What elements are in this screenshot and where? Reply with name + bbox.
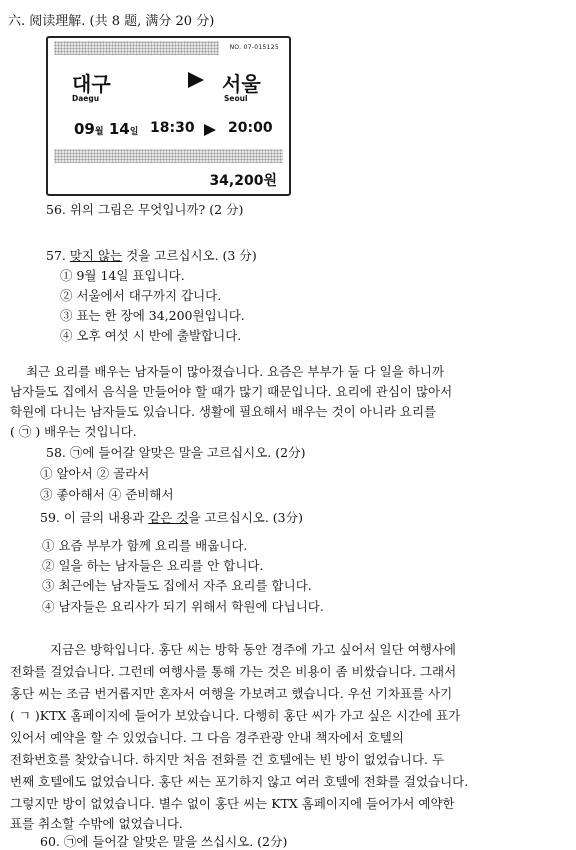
passage-1-line-3: 학원에 다니는 남자들도 있습니다. 생활에 필요해서 배우는 것이 아니라 요리를 xyxy=(10,404,437,419)
passage-2-line-5: 있어서 예약을 할 수 있었습니다. 그 다음 경주관광 안내 책자에서 호텔의 xyxy=(10,730,404,745)
to-city: 서울 xyxy=(222,72,261,96)
passage-2-line-2: 전화를 걸었습니다. 그런데 여행사를 통해 가는 것은 비용이 좀 비쌌습니다. 그래서 xyxy=(10,664,457,679)
ticket-dot-bar-top xyxy=(54,41,219,55)
question-57: 57. 맞지 않는 것을 고르십시오. (3 分) xyxy=(46,248,257,263)
passage-2-line-8: 그렇지만 방이 없었습니다. 별수 없이 홍단 씨는 KTX 홈페이지에 들어가서 예약한 xyxy=(10,796,455,811)
q59-option-1: ① 요즘 부부가 함께 요리를 배웁니다. xyxy=(42,538,248,553)
passage-2-line-4: ( ㄱ )KTX 홈페이지에 들어가 보았습니다. 다행히 홍단 씨가 가고 싶은 시간에 표가 xyxy=(10,708,461,723)
from-city: 대구 xyxy=(72,72,111,96)
passage-2-line-1: 지금은 방학입니다. 홍단 씨는 방학 동안 경주에 가고 싶어서 일단 여행사에 xyxy=(50,642,456,657)
from-city-roman: Daegu xyxy=(72,94,100,103)
passage-2-line-7: 번째 호텔에도 없었습니다. 홍단 씨는 포기하지 않고 여러 호텔에 전화를 걸었습니다. xyxy=(10,774,469,789)
ticket-body xyxy=(54,60,283,148)
passage-1-line-2: 남자들도 집에서 음식을 만들어야 할 때가 많기 때문입니다. 요리에 관심이 많아서 xyxy=(10,384,453,399)
ticket-dot-bar-bottom xyxy=(54,149,283,163)
question-60: 60. ㉠에 들어갈 알맞은 말을 쓰십시오. (2分) xyxy=(40,834,288,849)
q59-option-4: ④ 남자들은 요리사가 되기 위해서 학원에 다닙니다. xyxy=(42,599,324,614)
passage-2-line-9: 표를 취소할 수밖에 없었습니다. xyxy=(10,816,183,831)
passage-1-line-4: ( ㉠ ) 배우는 것입니다. xyxy=(10,424,137,439)
direction-arrow-icon xyxy=(188,72,204,88)
q57-underlined: 맞지 않는 xyxy=(69,248,123,263)
passage-2-line-3: 홍단 씨는 조금 번거롭지만 혼자서 여행을 가보려고 했습니다. 우선 기차표를 사기 xyxy=(10,686,453,701)
passage-2-line-6: 전화번호를 찾았습니다. 하지만 처음 전화를 건 호텔에는 빈 방이 없었습니다. 두 xyxy=(10,752,445,767)
time-arrow-icon xyxy=(204,124,216,136)
train-ticket xyxy=(46,36,291,196)
q59-option-3: ③ 최근에는 남자들도 집에서 자주 요리를 합니다. xyxy=(42,578,312,593)
q59-underlined: 같은 것 xyxy=(148,510,189,525)
passage-1-line-1: 최근 요리를 배우는 남자들이 많아졌습니다. 요즘은 부부가 둘 다 일을 하니까 xyxy=(26,364,445,379)
q57-option-3: ③ 표는 한 장에 34,200원입니다. xyxy=(60,308,245,323)
q58-options-row-1: ① 알아서 ② 골라서 xyxy=(40,466,150,481)
travel-date: 09월 14일 xyxy=(74,120,139,138)
arrival-time: 20:00 xyxy=(228,120,273,136)
q57-option-1: ① 9월 14일 표입니다. xyxy=(60,268,185,283)
departure-time: 18:30 xyxy=(150,120,195,136)
to-city-roman: Seoul xyxy=(224,94,248,103)
question-56: 56. 위의 그림은 무엇입니까? (2 分) xyxy=(46,202,244,217)
q59-option-2: ② 일을 하는 남자들은 요리를 안 합니다. xyxy=(42,558,264,573)
section-heading: 六. 阅读理解. (共 8 题, 满分 20 分) xyxy=(8,14,215,29)
question-59: 59. 이 글의 내용과 같은 것을 고르십시오. (3分) xyxy=(40,510,304,525)
q57-option-4: ④ 오후 여섯 시 반에 출발합니다. xyxy=(60,328,242,343)
question-58: 58. ㉠에 들어갈 알맞은 말을 고르십시오. (2分) xyxy=(46,445,306,460)
ticket-price: 34,200원 xyxy=(209,173,277,189)
q58-options-row-2: ③ 좋아해서 ④ 준비해서 xyxy=(40,487,174,502)
ticket-number: NO. 07-015125 xyxy=(229,44,279,51)
q57-option-2: ② 서울에서 대구까지 갑니다. xyxy=(60,288,222,303)
